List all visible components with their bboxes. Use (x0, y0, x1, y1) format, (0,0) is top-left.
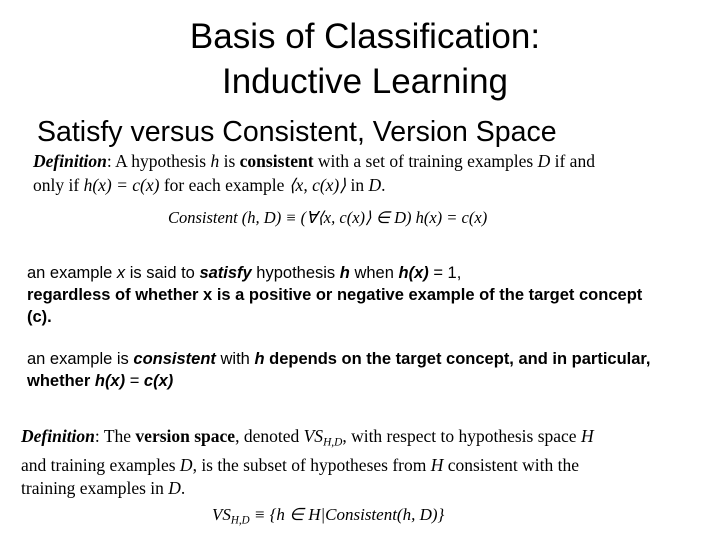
title-line-1: Basis of Classification: (189, 17, 541, 56)
definition-label: Definition (33, 151, 107, 171)
definition-consistent-line-1 (33, 149, 693, 173)
text-segment: : A hypothesis (106, 151, 211, 171)
var-h: h (254, 350, 265, 368)
var-x: x (116, 264, 126, 282)
text-segment: in (346, 175, 369, 195)
text-segment: only if (33, 175, 84, 195)
slide-title (0, 14, 720, 104)
term-consistent: consistent (133, 350, 216, 368)
version-space-formula (212, 504, 444, 531)
var-d: D (537, 151, 551, 171)
text-segment: hypothesis (251, 264, 340, 282)
term-version-space: version space (135, 426, 236, 446)
text-segment: = 1, (428, 264, 462, 282)
formula-body: ≡ {h ∈ H|Consistent(h, D)} (249, 505, 445, 524)
math-example-pair: ⟨x, c(x)⟩ (288, 175, 347, 195)
text-segment: and training examples (21, 455, 180, 476)
var-d: D (368, 175, 382, 195)
math-cx: c(x) (143, 372, 174, 390)
text-segment: = (125, 372, 144, 390)
term-consistent: consistent (239, 151, 314, 171)
title-line-2: Inductive Learning (221, 62, 509, 101)
definition-version-space (21, 425, 701, 500)
definition-label: Definition (21, 426, 95, 446)
var-h: h (210, 151, 220, 171)
vs-subscript: H,D (230, 514, 250, 527)
text-segment: when (349, 264, 399, 282)
text-segment: is said to (125, 264, 200, 282)
math-hx-eq-cx: h(x) = c(x) (83, 175, 160, 195)
definition-consistent (33, 149, 693, 197)
text-segment: , with respect to hypothesis space (342, 426, 581, 446)
math-hx: h(x) (94, 372, 126, 390)
text-segment: an example is (27, 350, 134, 368)
var-h-space: H (580, 426, 594, 446)
var-d: D (179, 455, 193, 476)
text-segment: is (219, 151, 240, 171)
text-segment: training examples in (21, 478, 169, 499)
note-satisfy-line-2: regardless of whether x is a positive or negative example of the target concept (c). (27, 286, 643, 326)
definition-version-space-line-1 (21, 425, 701, 454)
definition-consistent-line-2 (33, 173, 693, 197)
var-d: D (168, 478, 181, 499)
definition-version-space-line-3 (21, 477, 701, 500)
note-satisfy (27, 262, 667, 328)
text-segment: , denoted (235, 426, 304, 446)
text-segment: : The (94, 426, 136, 446)
slide-subtitle: Satisfy versus Consistent, Version Space (37, 116, 557, 148)
text-segment: if and (550, 151, 595, 171)
vs-subscript: H,D (323, 436, 343, 449)
text-segment: with a set of training examples (313, 151, 538, 171)
term-satisfy: satisfy (199, 264, 252, 282)
text-segment: depends on the target concept, and in particular, whether (27, 350, 651, 390)
text-segment: , is the subset of hypotheses from (192, 455, 431, 476)
vs-symbol: VS (212, 505, 231, 524)
text-segment: with (215, 350, 255, 368)
vs-symbol: VS (303, 426, 324, 446)
text-segment: for each example (159, 175, 289, 195)
text-segment: . (381, 175, 386, 195)
text-segment: . (180, 478, 186, 499)
text-segment: an example (27, 264, 117, 282)
math-vs (303, 426, 343, 449)
definition-version-space-line-2 (21, 454, 701, 477)
consistent-formula: Consistent (h, D) ≡ (∀⟨x, c(x)⟩ ∈ D) h(x) = c(x) (168, 208, 488, 227)
math-hx: h(x) (398, 264, 429, 282)
var-h: h (339, 264, 350, 282)
var-h-space: H (430, 455, 444, 476)
text-segment: consistent with the (443, 455, 579, 476)
note-consistent (27, 348, 667, 392)
